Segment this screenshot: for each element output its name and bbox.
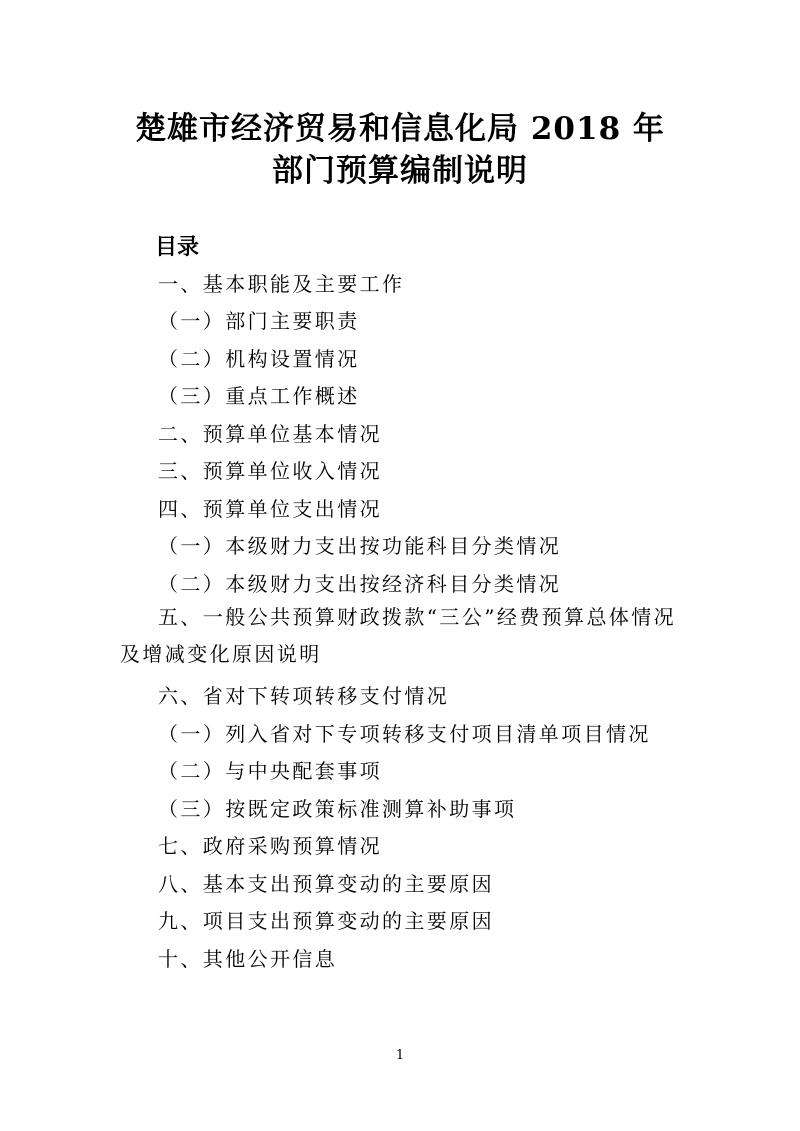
document-title-line-1: 楚雄市经济贸易和信息化局 2018 年 [135, 111, 665, 147]
toc-heading: 目录 [155, 234, 200, 260]
toc-item: 七、政府采购预算情况 [158, 834, 382, 858]
toc-item: 五、一般公共预算财政拨款“三公”经费预算总体情况及增减变化原因说明 [120, 605, 677, 666]
toc-item: 一、基本职能及主要工作 [158, 272, 405, 296]
document-title-line-2: 部门预算编制说明 [272, 153, 528, 189]
toc-item: （三）按既定政策标准测算补助事项 [158, 797, 517, 821]
toc-item: （一）列入省对下专项转移支付项目清单项目情况 [158, 722, 651, 746]
toc-item: 九、项目支出预算变动的主要原因 [158, 909, 494, 933]
toc-item: 十、其他公开信息 [158, 947, 338, 971]
toc-item: （二）机构设置情况 [158, 347, 360, 371]
toc-item: （二）本级财力支出按经济科目分类情况 [158, 572, 562, 596]
toc-item: 二、预算单位基本情况 [158, 422, 382, 446]
toc-item: 八、基本支出预算变动的主要原因 [158, 872, 494, 896]
toc-item: （一）部门主要职责 [158, 309, 360, 333]
toc-item: （二）与中央配套事项 [158, 759, 382, 783]
toc-item: （三）重点工作概述 [158, 384, 360, 408]
page-number: 1 [395, 1048, 405, 1063]
toc-item: （一）本级财力支出按功能科目分类情况 [158, 534, 562, 558]
toc-item: 六、省对下转项转移支付情况 [158, 684, 450, 708]
toc-item: 三、预算单位收入情况 [158, 459, 382, 483]
toc-item: 四、预算单位支出情况 [158, 497, 382, 521]
